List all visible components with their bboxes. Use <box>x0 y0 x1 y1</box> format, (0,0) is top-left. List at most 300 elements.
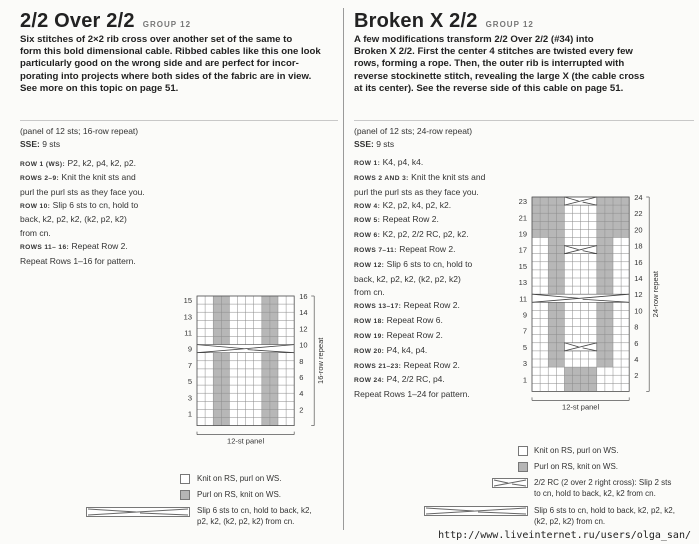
purl-cell <box>564 367 572 375</box>
row-label: ROW 4: <box>354 202 381 210</box>
purl-swatch-icon <box>180 490 190 500</box>
purl-cell <box>605 302 613 310</box>
purl-cell <box>556 327 564 335</box>
purl-cell <box>221 377 229 385</box>
right-row-instr <box>354 243 524 258</box>
row-label: ROW 1: <box>354 159 381 167</box>
purl-cell <box>221 401 229 409</box>
legend-purl-text: Purl on RS, knit on WS. <box>197 490 282 499</box>
legend-cable-text: Slip 6 sts to cn, hold to back, k2, <box>197 506 312 515</box>
purl-cell <box>270 296 278 304</box>
purl-cell <box>556 319 564 327</box>
purl-cell <box>605 254 613 262</box>
row-label: ROWS 13–17: <box>354 302 402 310</box>
purl-cell <box>597 319 605 327</box>
legend-cable-text: p2, k2, (k2, p2, k2) from cn. <box>197 517 295 526</box>
left-intro-line: particularly good on the wrong side and are perfect for incor- <box>20 58 299 70</box>
left-sse-value: 9 sts <box>42 139 61 150</box>
purl-cell <box>556 229 564 237</box>
purl-cell <box>548 205 556 213</box>
purl-cell <box>556 343 564 351</box>
left-pattern-title: 2/2 Over 2/2 <box>20 10 135 32</box>
repeat-label: 24-row repeat <box>651 271 661 318</box>
row-text: Slip 6 sts to cn, hold to <box>52 200 139 211</box>
right-knitting-chart <box>512 192 692 428</box>
purl-cell <box>270 369 278 377</box>
row-text: back, k2, p2, k2, (k2, p2, k2) <box>20 214 127 225</box>
right-intro-line: at its center). See the reverse side of this cable on page 51. <box>354 82 624 94</box>
left-row-instr <box>20 157 340 171</box>
row-number-right: 14 <box>299 308 308 318</box>
purl-cell <box>262 296 270 304</box>
purl-cell <box>548 213 556 221</box>
purl-cell <box>548 359 556 367</box>
purl-cell <box>213 304 221 312</box>
purl-cell <box>213 296 221 304</box>
purl-cell <box>556 278 564 286</box>
purl-cell <box>556 246 564 254</box>
left-instructions <box>20 125 340 268</box>
right-row-instr <box>354 373 524 388</box>
row-number-left: 11 <box>184 328 192 338</box>
purl-cell <box>597 262 605 270</box>
row-number-left: 15 <box>518 261 527 271</box>
row-text: Repeat Rows 1–16 for pattern. <box>20 255 136 266</box>
purl-cell <box>573 375 581 383</box>
right-row-instr <box>354 314 524 329</box>
purl-cell <box>213 377 221 385</box>
purl-cell <box>262 312 270 320</box>
purl-cell <box>221 296 229 304</box>
purl-cell <box>213 418 221 426</box>
right-title-row <box>354 10 534 33</box>
purl-cell <box>605 246 613 254</box>
purl-cell <box>262 337 270 345</box>
row-number-left: 19 <box>518 229 527 239</box>
purl-cell <box>597 213 605 221</box>
purl-cell <box>613 229 621 237</box>
left-row-instr <box>20 240 340 254</box>
purl-cell <box>548 310 556 318</box>
row-text: P4, 2/2 RC, p4. <box>386 374 445 385</box>
left-intro-line: See more on this topic on page 51. <box>20 82 179 94</box>
purl-cell <box>262 328 270 336</box>
row-number-right: 4 <box>299 389 304 399</box>
purl-cell <box>621 221 629 229</box>
row-text: Repeat Row 2. <box>386 329 443 340</box>
row-number-right: 6 <box>634 338 639 348</box>
row-number-left: 1 <box>187 409 192 419</box>
row-text: Repeat Row 6. <box>386 314 443 325</box>
purl-cell <box>270 377 278 385</box>
row-number-right: 10 <box>299 340 308 350</box>
row-text: purl the purl sts as they face you. <box>354 186 479 197</box>
purl-cell <box>605 229 613 237</box>
row-label: ROW 6: <box>354 232 381 240</box>
purl-cell <box>613 213 621 221</box>
purl-cell <box>548 262 556 270</box>
purl-cell <box>221 418 229 426</box>
purl-cell <box>262 401 270 409</box>
purl-cell <box>589 375 597 383</box>
purl-cell <box>613 205 621 213</box>
row-number-left: 11 <box>519 294 527 304</box>
left-intro-line: Six stitches of 2×2 rib cross over another set of the same to <box>20 34 293 45</box>
purl-cell <box>556 205 564 213</box>
row-number-right: 20 <box>634 225 643 235</box>
row-number-left: 23 <box>518 197 527 207</box>
purl-cell <box>262 409 270 417</box>
row-number-right: 2 <box>634 371 639 381</box>
purl-cell <box>548 197 556 205</box>
row-number-right: 14 <box>634 274 643 283</box>
left-intro-line: porating into projects where both sides of the fabric are in view. <box>20 70 312 82</box>
purl-cell <box>548 302 556 310</box>
purl-cell <box>262 393 270 401</box>
purl-cell <box>564 383 572 391</box>
purl-cell <box>556 270 564 278</box>
purl-cell <box>605 270 613 278</box>
legend-knit-text: Knit on RS, purl on WS. <box>534 446 619 455</box>
right-instructions <box>354 125 524 401</box>
purl-cell <box>213 409 221 417</box>
purl-cell <box>532 205 540 213</box>
left-intro <box>20 34 338 95</box>
purl-cell <box>556 351 564 359</box>
row-text: Repeat Row 2. <box>403 359 460 370</box>
purl-cell <box>605 351 613 359</box>
purl-cell <box>213 369 221 377</box>
purl-cell <box>270 418 278 426</box>
row-label: ROW 18: <box>354 317 385 325</box>
purl-cell <box>605 310 613 318</box>
left-row-instr <box>20 227 340 240</box>
right-row-instr <box>354 273 524 286</box>
purl-cell <box>532 197 540 205</box>
row-label: ROW 24: <box>354 377 385 385</box>
legend-purl-text: Purl on RS, knit on WS. <box>534 462 619 471</box>
row-text: Repeat Row 2. <box>71 241 128 252</box>
purl-cell <box>605 221 613 229</box>
row-number-right: 8 <box>299 356 304 366</box>
repeat-label: 16-row repeat <box>316 337 326 384</box>
purl-cell <box>556 302 564 310</box>
purl-cell <box>597 229 605 237</box>
purl-cell <box>213 393 221 401</box>
left-divider-line <box>20 120 338 121</box>
purl-cell <box>597 221 605 229</box>
purl-cell <box>605 205 613 213</box>
row-number-right: 16 <box>299 292 308 301</box>
row-label: ROWS 21–23: <box>354 362 402 370</box>
purl-cell <box>262 418 270 426</box>
left-row-instr <box>20 213 340 226</box>
legend-cable-text: (k2, p2, k2) from cn. <box>534 517 606 526</box>
right-pattern-title: Broken X 2/2 <box>354 10 478 32</box>
purl-cell <box>221 393 229 401</box>
panel-label: 12-st panel <box>227 436 265 446</box>
purl-cell <box>548 319 556 327</box>
row-label: ROW 12: <box>354 262 385 270</box>
purl-cell <box>573 383 581 391</box>
purl-cell <box>270 312 278 320</box>
right-group-label: GROUP 12 <box>485 20 534 29</box>
row-number-left: 13 <box>183 312 192 322</box>
purl-cell <box>221 385 229 393</box>
purl-cell <box>605 335 613 343</box>
row-label: ROW 20: <box>354 347 385 355</box>
purl-cell <box>621 197 629 205</box>
purl-cell <box>548 221 556 229</box>
row-text: Repeat Row 2. <box>403 299 460 310</box>
right-row-instr <box>354 299 524 314</box>
purl-cell <box>613 221 621 229</box>
right-row-instr <box>354 329 524 344</box>
purl-cell <box>532 221 540 229</box>
purl-cell <box>605 319 613 327</box>
row-text: Slip 6 sts to cn, hold to <box>386 259 473 270</box>
column-divider <box>343 8 344 530</box>
row-label: ROWS 2–9: <box>20 175 60 183</box>
right-sse-value: 9 sts <box>376 138 395 149</box>
purl-cell <box>221 409 229 417</box>
purl-cell <box>548 238 556 246</box>
row-number-left: 17 <box>518 245 527 255</box>
purl-cell <box>556 197 564 205</box>
purl-cell <box>556 213 564 221</box>
row-number-left: 7 <box>522 326 527 336</box>
row-text: purl the purl sts as they face you. <box>20 186 145 197</box>
left-sse-label: SSE: <box>20 139 40 150</box>
purl-cell <box>605 286 613 294</box>
right-intro <box>354 34 694 95</box>
right-row-instr <box>354 286 524 299</box>
purl-cell <box>540 205 548 213</box>
purl-cell <box>262 369 270 377</box>
purl-cell <box>597 238 605 246</box>
purl-cell <box>221 312 229 320</box>
purl-cell <box>597 351 605 359</box>
purl-cell <box>548 351 556 359</box>
purl-cell <box>548 327 556 335</box>
purl-cell <box>597 310 605 318</box>
left-intro-line: form this bold dimensional cable. Ribbed cables like this one look <box>20 46 321 58</box>
purl-cell <box>621 213 629 221</box>
purl-cell <box>270 353 278 361</box>
row-label: ROW 10: <box>20 203 51 211</box>
purl-cell <box>597 205 605 213</box>
right-intro-line: rows, forming a rope. Then, the outer rib is interrupted with <box>354 58 625 70</box>
purl-cell <box>556 254 564 262</box>
purl-cell <box>597 246 605 254</box>
row-number-left: 5 <box>187 377 192 387</box>
purl-cell <box>589 367 597 375</box>
purl-cell <box>262 385 270 393</box>
panel-label: 12-st panel <box>562 402 600 412</box>
purl-cell <box>213 401 221 409</box>
purl-cell <box>548 286 556 294</box>
row-number-left: 9 <box>187 344 192 354</box>
right-row-instr <box>354 213 524 228</box>
left-panel-info: (panel of 12 sts; 16-row repeat) <box>20 126 139 136</box>
knit-swatch-icon <box>518 446 528 456</box>
purl-cell <box>556 262 564 270</box>
row-number-right: 12 <box>634 290 643 300</box>
row-label: ROWS 11– 16: <box>20 244 70 252</box>
purl-cell <box>262 304 270 312</box>
right-intro-line: Broken X 2/2. First the center 4 stitches are twisted every few <box>354 46 633 58</box>
row-number-right: 8 <box>634 322 639 332</box>
purl-cell <box>213 312 221 320</box>
left-row-instr <box>20 199 340 213</box>
row-text: back, k2, p2, k2, (k2, p2, k2) <box>354 274 461 285</box>
row-text: P4, k4, p4. <box>386 344 428 355</box>
legend-rc-text: to cn, hold to back, k2, k2 from cn. <box>534 489 656 498</box>
purl-cell <box>605 278 613 286</box>
purl-cell <box>262 361 270 369</box>
purl-cell <box>221 353 229 361</box>
left-title-row <box>20 10 191 33</box>
row-number-left: 3 <box>522 359 527 369</box>
purl-cell <box>556 221 564 229</box>
row-text: from cn. <box>354 286 385 297</box>
purl-cell <box>556 310 564 318</box>
row-number-left: 21 <box>518 213 527 223</box>
purl-cell <box>221 369 229 377</box>
purl-cell <box>262 377 270 385</box>
purl-cell <box>605 262 613 270</box>
purl-cell <box>221 328 229 336</box>
purl-cell <box>548 335 556 343</box>
purl-cell <box>270 361 278 369</box>
purl-cell <box>270 337 278 345</box>
row-number-right: 22 <box>634 209 643 219</box>
row-number-right: 12 <box>299 324 308 334</box>
purl-cell <box>548 246 556 254</box>
left-row-instr <box>20 171 340 185</box>
row-text: Repeat Row 2. <box>382 214 439 225</box>
purl-cell <box>621 229 629 237</box>
purl-cell <box>548 270 556 278</box>
right-row-instr <box>354 199 524 214</box>
purl-swatch-icon <box>518 462 528 472</box>
purl-cell <box>532 213 540 221</box>
left-knitting-chart <box>175 290 335 455</box>
purl-cell <box>270 320 278 328</box>
purl-cell <box>605 359 613 367</box>
purl-cell <box>213 320 221 328</box>
row-label: ROWS 2 AND 3: <box>354 174 409 182</box>
purl-cell <box>540 197 548 205</box>
purl-cell <box>540 221 548 229</box>
row-number-right: 4 <box>634 355 639 364</box>
row-number-right: 10 <box>634 306 643 316</box>
right-cross-icon <box>492 478 528 488</box>
purl-cell <box>613 197 621 205</box>
purl-cell <box>556 335 564 343</box>
purl-cell <box>213 337 221 345</box>
right-panel-info: (panel of 12 sts; 24-row repeat) <box>354 126 473 136</box>
purl-cell <box>270 401 278 409</box>
row-text: K4, p4, k4. <box>382 156 424 167</box>
right-divider-line <box>354 120 694 121</box>
purl-cell <box>597 335 605 343</box>
row-number-left: 7 <box>187 360 192 370</box>
purl-cell <box>213 361 221 369</box>
purl-cell <box>548 254 556 262</box>
purl-cell <box>270 304 278 312</box>
row-label: ROW 1 (WS): <box>20 160 66 168</box>
footer-url: http://www.liveinternet.ru/users/olga_san/ <box>438 530 691 541</box>
purl-cell <box>605 327 613 335</box>
row-number-left: 5 <box>522 342 527 352</box>
row-number-right: 2 <box>299 405 304 415</box>
right-row-instr <box>354 344 524 359</box>
row-number-left: 15 <box>183 296 192 306</box>
purl-cell <box>597 254 605 262</box>
purl-cell <box>540 229 548 237</box>
right-row-instr <box>354 359 524 374</box>
row-text: Repeat Rows 1–24 for pattern. <box>354 389 470 400</box>
purl-cell <box>597 359 605 367</box>
purl-cell <box>556 238 564 246</box>
row-text: Knit the knit sts and <box>61 172 136 183</box>
purl-cell <box>270 385 278 393</box>
purl-cell <box>573 367 581 375</box>
purl-cell <box>597 302 605 310</box>
right-row-instr <box>354 186 524 199</box>
row-number-left: 3 <box>187 393 192 403</box>
row-number-right: 6 <box>299 373 304 382</box>
purl-cell <box>581 367 589 375</box>
purl-cell <box>213 328 221 336</box>
legend-cable-text: Slip 6 sts to cn, hold to back, k2, p2, k2, <box>534 506 675 515</box>
purl-cell <box>605 343 613 351</box>
purl-cell <box>540 213 548 221</box>
right-sse <box>354 138 524 151</box>
row-text: from cn. <box>20 227 51 238</box>
purl-cell <box>605 238 613 246</box>
purl-cell <box>597 343 605 351</box>
right-row-instr <box>354 388 524 401</box>
purl-cell <box>548 229 556 237</box>
purl-cell <box>605 197 613 205</box>
purl-cell <box>213 385 221 393</box>
left-sse <box>20 138 340 151</box>
purl-cell <box>270 393 278 401</box>
purl-cell <box>597 197 605 205</box>
purl-cell <box>581 375 589 383</box>
purl-cell <box>589 383 597 391</box>
purl-cell <box>221 361 229 369</box>
right-intro-line: A few modifications transform 2/2 Over 2/2 (#34) into <box>354 34 594 45</box>
purl-cell <box>597 270 605 278</box>
purl-cell <box>221 337 229 345</box>
purl-cell <box>532 229 540 237</box>
row-number-left: 9 <box>522 310 527 320</box>
purl-cell <box>221 304 229 312</box>
right-row-instr <box>354 156 524 171</box>
left-group-label: GROUP 12 <box>142 20 192 29</box>
row-number-left: 1 <box>522 375 527 385</box>
legend-rc-text: 2/2 RC (2 over 2 right cross): Slip 2 sts <box>534 478 672 487</box>
purl-cell <box>262 353 270 361</box>
row-label: ROW 19: <box>354 332 385 340</box>
right-intro-line: reverse stockinette stitch, revealing the large X (the cable cross <box>354 70 645 82</box>
purl-cell <box>213 353 221 361</box>
purl-cell <box>564 375 572 383</box>
purl-cell <box>605 213 613 221</box>
